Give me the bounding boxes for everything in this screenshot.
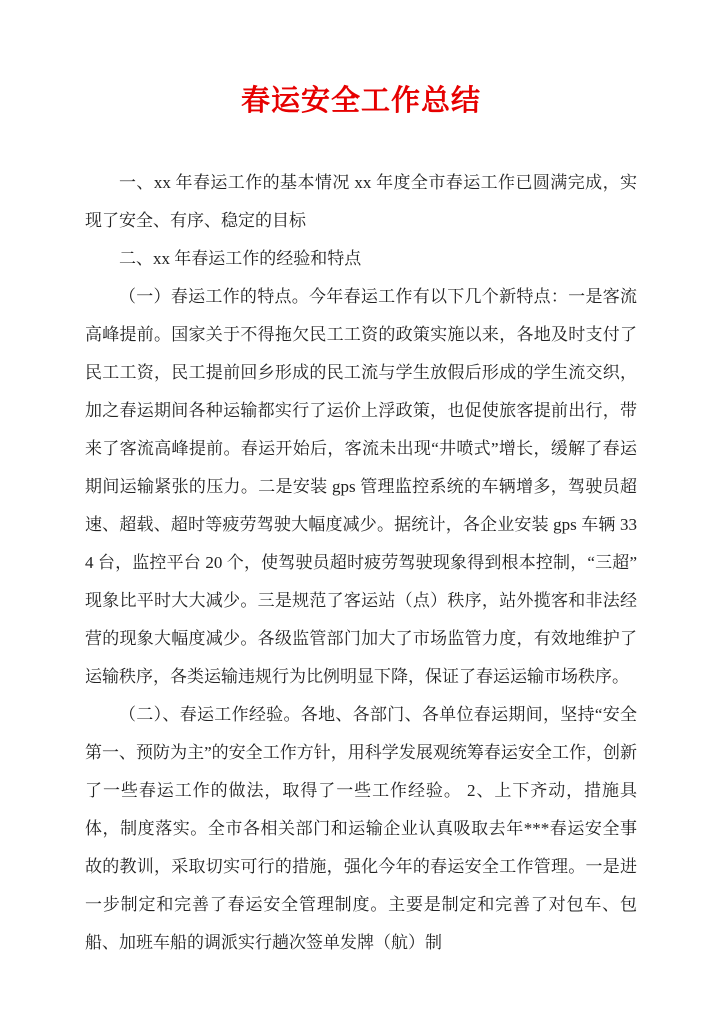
paragraph-work-characteristics: （一）春运工作的特点。今年春运工作有以下几个新特点：一是客流高峰提前。国家关于不得拖欠民工工资的政策实施以来，各地及时支付了民工工资，民工提前回乡形成的民工流与学生放假后形成的学生流交织，加之春运期间各种运输都实行了运价上浮政策，也促使旅客提前出行，带来了客流高峰提前。春运开始后，客流未出现“井喷式”增长，缓解了春运期间运输紧张的压力。二是安装 gps 管理监控系统的车辆增多，驾驶员超速、超载、超时等疲劳驾驶大幅度减少。据统计，各企业安装 gps 车辆 334 台，监控平台 20 个，使驾驶员超时疲劳驾驶现象得到根本控制，“三超”现象比平时大大减少。三是规范了客运站（点）秩序，站外揽客和非法经营的现象大幅度减少。各级监管部门加大了市场监管力度，有效地维护了运输秩序，各类运输违规行为比例明显下降，保证了春运运输市场秩序。: [85, 287, 637, 686]
document-title: 春运安全工作总结: [240, 85, 481, 117]
document-body: [85, 164, 637, 962]
paragraph-section-two-heading: 二、xx 年春运工作的经验和特点: [119, 249, 362, 268]
paragraph-work-experience: （二）、春运工作经验。各地、各部门、各单位春运期间，坚持“安全第一、预防为主”的安全工作方针，用科学发展观统筹春运安全工作，创新了一些春运工作的做法，取得了一些工作经验。 2、上下齐动，措施具体，制度落实。全市各相关部门和运输企业认真吸取去年***春运安全事故的教训，采取切实可行的措施，强化今年的春运安全工作管理。一是进一步制定和完善了春运安全管理制度。主要是制定和完善了对包车、包船、加班车船的调派实行趟次签单发牌（航）制: [85, 705, 637, 952]
paragraph-basic-situation: 一、xx 年春运工作的基本情况 xx 年度全市春运工作已圆满完成，实现了安全、有序、稳定的目标: [85, 173, 637, 230]
